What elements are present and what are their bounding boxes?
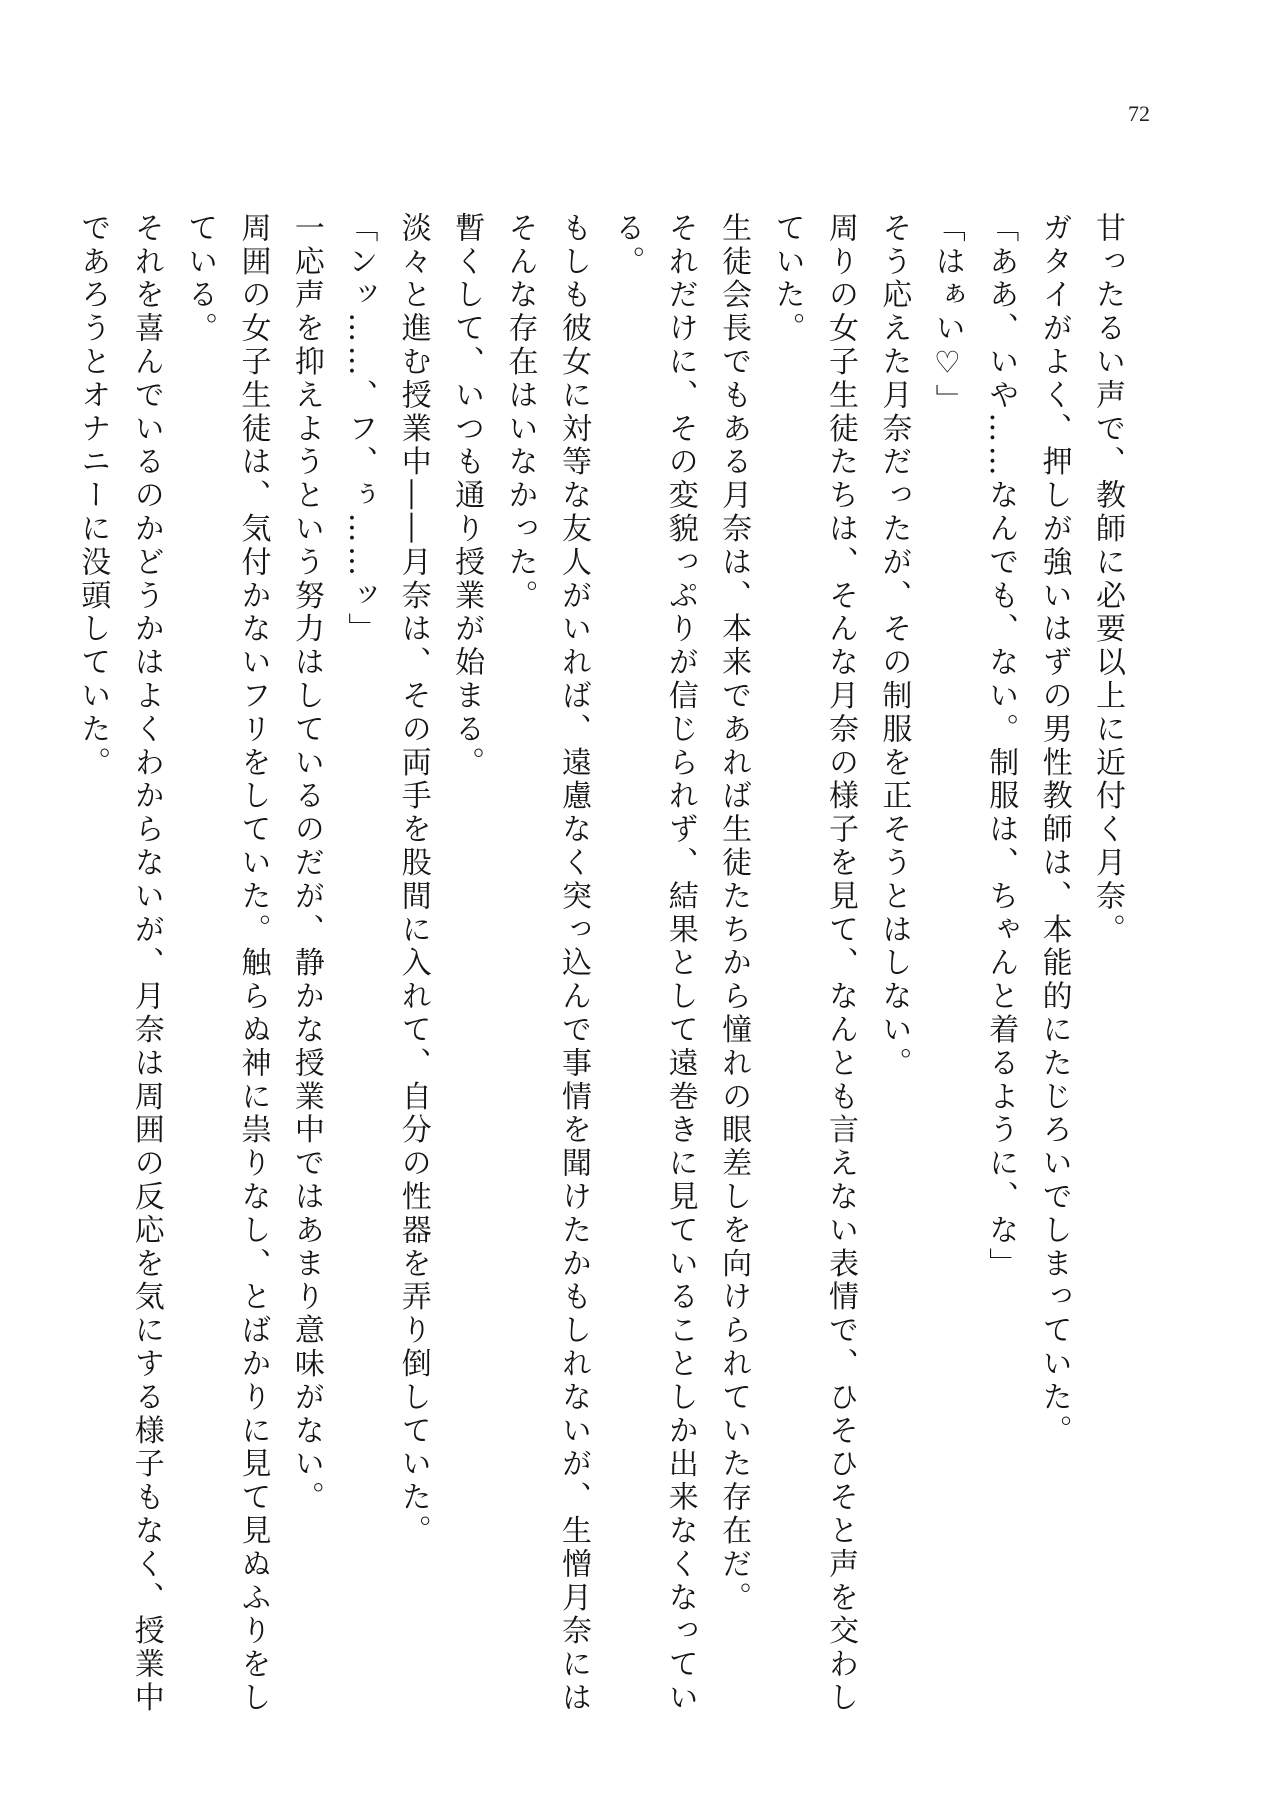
paragraph: もしも彼女に対等な友人がいれば、遠慮なく突っ込んで事情を聞けたかもしれないが、生憎月奈にはそんな存在はいなかった。 — [502, 212, 591, 1715]
paragraph: 暫くして、いつも通り授業が始まる。 — [449, 212, 485, 780]
paragraph: 甘ったるい声で、教師に必要以上に近付く月奈。 — [1090, 212, 1125, 947]
paragraph: それを喜んでいるのかどうかはよくわからないが、月奈は周囲の反応を気にする様子もなく、授業中であろうとオナニーに没頭していた。 — [75, 212, 164, 1715]
paragraph: それだけに、その変貌っぷりが信じられず、結果として遠巻きに見ていることしか出来なくなっている。 — [609, 212, 698, 1715]
dialogue-line: 「ああ、いや……なんでも、ない。制服は、ちゃんと着るように、な」 — [983, 212, 1019, 1281]
paragraph: ガタイがよく、押しが強いはずの男性教師は、本能的にたじろいでしまっていた。 — [1036, 212, 1072, 1448]
paragraph: 一応声を抑えようという努力はしているのだが、静かな授業中ではあまり意味がない。 — [288, 212, 324, 1515]
paragraph: 淡々と進む授業中――月奈は、その両手を股間に入れて、自分の性器を弄り倒していた。 — [395, 212, 431, 1548]
vertical-body-text — [75, 212, 1134, 1732]
page-number: 72 — [1128, 101, 1150, 126]
dialogue-line: 「ンッ……、フ、ぅ……ッ」 — [342, 212, 378, 647]
paragraph: そう応えた月奈だったが、その制服を正そうとはしない。 — [876, 212, 912, 1081]
paragraph: 生徒会長でもある月奈は、本来であれば生徒たちから憧れの眼差しを向けられていた存在だ。 — [716, 212, 752, 1615]
paragraph: 周囲の女子生徒は、気付かないフリをしていた。触らぬ神に祟りなし、とばかりに見て見ぬふりをしている。 — [182, 212, 271, 1715]
paragraph: 周りの女子生徒たちは、そんな月奈の様子を見て、なんとも言えない表情で、ひそひそと声を交わしていた。 — [769, 212, 858, 1715]
dialogue-line: 「はぁい♡」 — [929, 212, 965, 418]
